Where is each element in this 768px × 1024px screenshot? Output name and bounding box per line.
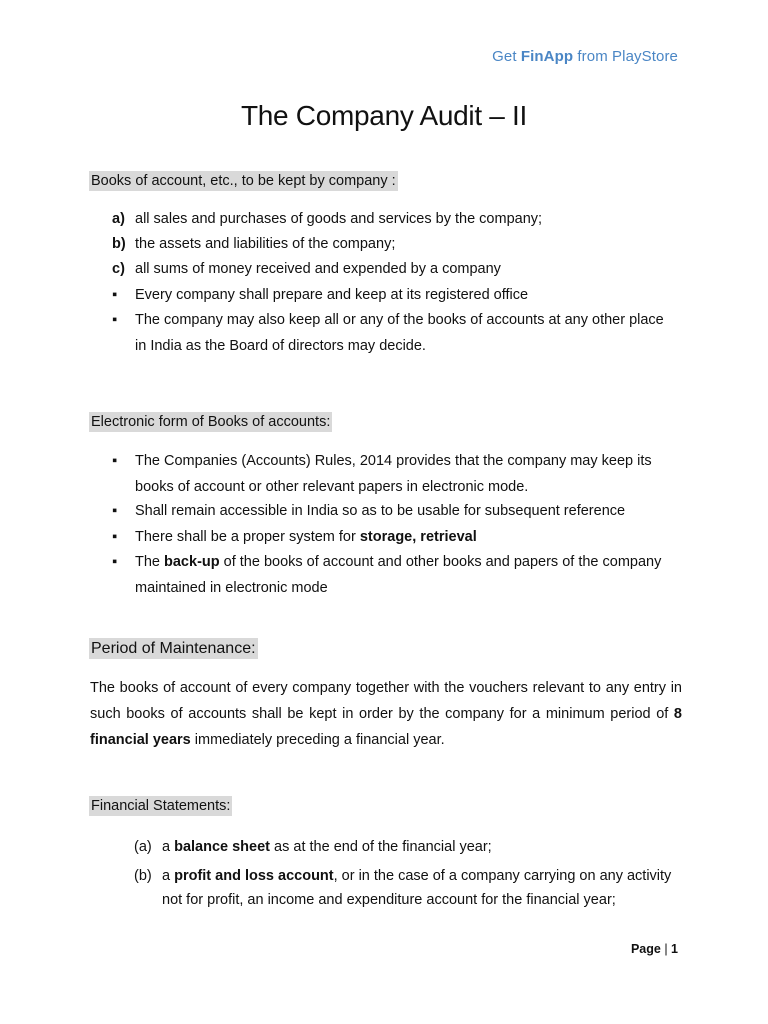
text-segment: immediately preceding a financial year.: [190, 732, 445, 748]
page-title: The Company Audit – II: [240, 100, 527, 131]
bullet-icon: ▪: [112, 312, 118, 328]
list-item: [134, 864, 694, 912]
bullet-icon: ▪: [112, 529, 118, 545]
list-text: The Companies (Accounts) Rules, 2014 provides that the company may keep its books of account or other relevant papers in electronic mode.: [135, 453, 652, 495]
list-text: [162, 864, 694, 912]
bold-text: balance sheet: [174, 839, 271, 855]
period-paragraph: [90, 675, 682, 753]
bold-text: back-up: [164, 554, 220, 570]
list-marker: c): [112, 261, 125, 277]
list-item: [112, 550, 672, 601]
list-text: The company may also keep all or any of the books of accounts at any other place in India as the Board of directors may decide.: [135, 312, 664, 354]
bullet-icon: ▪: [112, 287, 118, 303]
section-electronic-heading-text: Electronic form of Books of accounts:: [91, 414, 331, 430]
list-marker: b): [112, 236, 126, 252]
bullet-icon: ▪: [112, 453, 118, 469]
section-electronic-heading: [89, 413, 332, 431]
text-segment: , or in the case of a company carrying on any activity not for profit, an income and expenditure account for the financial year;: [162, 868, 672, 908]
bold-text: 8 financial years: [90, 706, 682, 748]
bold-text: profit and loss account: [174, 868, 334, 884]
list-item: [112, 499, 672, 525]
list-text: the assets and liabilities of the company;: [135, 236, 396, 252]
text-segment: There shall be a proper system for: [135, 529, 360, 545]
list-text: [135, 550, 672, 601]
bullet-icon: ▪: [112, 503, 118, 519]
list-text: all sales and purchases of goods and services by the company;: [135, 211, 543, 227]
section-financial-heading: [89, 797, 232, 815]
list-item: [112, 207, 672, 233]
list-item: [112, 232, 672, 258]
list-item: [112, 449, 672, 500]
promo-prefix: Get: [492, 48, 521, 65]
list-text: all sums of money received and expended by a company: [135, 261, 501, 277]
text-segment: The books of account of every company together with the vouchers relevant to any entry in such books of accounts shall be kept in order by the company for a minimum period of: [90, 680, 682, 722]
text-segment: a: [162, 868, 175, 884]
playstore-promo: [492, 48, 678, 65]
page-separator: |: [660, 942, 672, 956]
list-text: Every company shall prepare and keep at its registered office: [135, 287, 529, 303]
promo-suffix: from PlayStore: [573, 48, 678, 65]
list-text: [162, 835, 694, 859]
section-books-heading-text: Books of account, etc., to be kept by company :: [91, 173, 396, 189]
list-marker: a): [112, 211, 125, 227]
promo-brand: FinApp: [520, 48, 574, 65]
section-financial-heading-text: Financial Statements:: [91, 798, 231, 814]
page-label: Page: [630, 942, 661, 956]
page-number-value: 1: [671, 942, 678, 956]
section-period-heading-text: Period of Maintenance:: [91, 640, 256, 657]
list-item: [134, 835, 694, 859]
list-item: [112, 257, 672, 283]
list-item: [112, 525, 672, 551]
text-segment: as at the end of the financial year;: [270, 839, 492, 855]
text-segment: a: [162, 839, 175, 855]
list-item: [112, 308, 672, 359]
list-marker: (a): [134, 839, 152, 855]
list-text: Shall remain accessible in India so as to be usable for subsequent reference: [135, 503, 626, 519]
text-segment: The: [135, 554, 165, 570]
page-number: [631, 942, 678, 956]
bullet-icon: ▪: [112, 554, 118, 570]
text-segment: of the books of account and other books and papers of the company maintained in electronic mode: [135, 554, 662, 596]
list-text: [135, 525, 672, 551]
bold-text: storage, retrieval: [359, 529, 477, 545]
list-marker: (b): [134, 868, 152, 884]
section-period-heading: [89, 640, 258, 658]
section-books-heading: [89, 172, 398, 190]
list-item: [112, 283, 672, 309]
